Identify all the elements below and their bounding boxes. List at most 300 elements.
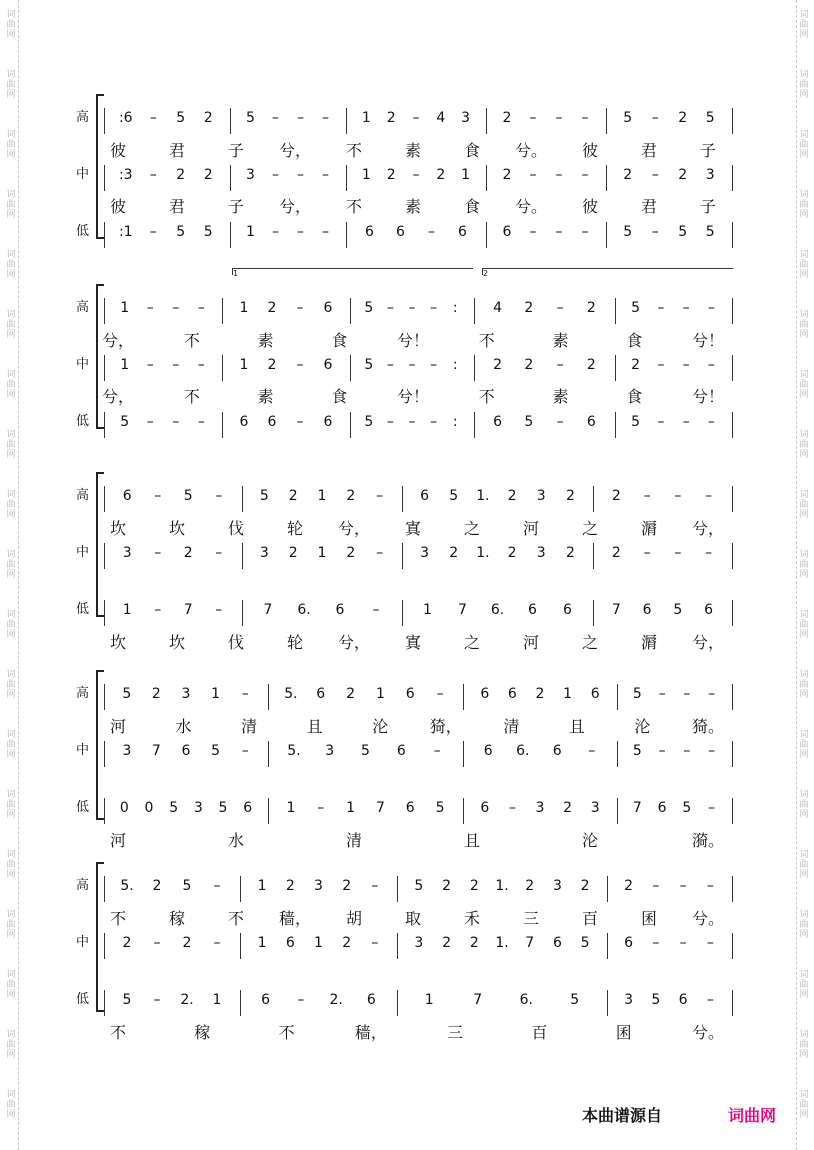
note: – [674,545,682,561]
note: – [412,167,420,183]
note: 2 [346,545,356,561]
barline [397,933,398,959]
note: – [146,414,154,430]
note: 6 [624,935,634,951]
note: – [154,602,162,618]
lyric-syllable: 坎 [109,633,127,652]
note: – [376,545,384,561]
note: – [708,686,716,702]
note: 5 [176,110,186,126]
lyric-syllable: 素 [257,387,274,406]
lyric-syllable: 素 [404,141,422,160]
note: 4 [493,300,503,316]
note: 3 [414,935,424,951]
lyric-syllable: 食 [626,331,643,350]
barline [732,741,733,767]
note: 5 [678,224,688,240]
lyric-syllable: 猗， [429,717,462,736]
note: – [588,743,596,759]
voice-label-low: 低 [76,992,90,1007]
note: – [172,357,180,373]
note: – [555,224,563,240]
note: – [658,686,666,702]
note: 2 [469,878,479,894]
site-name-link[interactable]: 词曲网 [728,1106,777,1125]
lyric-syllable: 素 [552,387,569,406]
note: 5 [169,800,179,816]
lyric-syllable: 食 [331,387,348,406]
note: 6 [420,488,430,504]
barline [486,165,487,191]
note: :1 [118,224,133,240]
watermark-text: 词 曲 网 [6,550,16,580]
note: 6 [316,686,326,702]
note: 3 [705,167,715,183]
note: 5 [122,992,132,1008]
note: – [297,110,304,126]
lyric-syllable: 清 [503,717,520,736]
lyric-syllable: 子 [699,197,717,216]
barline [732,798,733,824]
barline [350,355,351,381]
note: – [297,992,305,1008]
note: – [197,414,205,430]
note: 5. [120,878,134,894]
note: – [657,300,665,316]
note: 6 [323,300,333,316]
barline [240,876,241,902]
note: – [651,167,659,183]
lyric-syllable: 且 [463,831,481,850]
volta-bracket-2: 2 [482,268,733,275]
barline [350,298,351,324]
note: 2 [152,878,162,894]
note: 3 [536,545,546,561]
note: – [430,300,438,316]
note: 5 [705,224,715,240]
lyric-syllable: 子 [227,197,245,216]
note: 3 [193,800,203,816]
note: 1 [317,488,327,504]
note: – [657,414,665,430]
note: 5 [246,110,255,126]
note: – [386,414,394,430]
note: 1 [317,545,327,561]
barline [474,355,475,381]
barline [222,412,223,438]
note: 2 [563,800,573,816]
lyric-syllable: 兮！ [396,387,430,406]
note: 7 [611,602,621,618]
voice-label-mid: 中 [76,357,90,372]
lyric-syllable: 不 [183,387,200,406]
watermark-text: 词 曲 网 [6,1030,16,1060]
barline [732,298,733,324]
note: 1 [375,686,385,702]
note: – [706,935,714,951]
barline [732,486,733,512]
note: – [643,545,651,561]
note: – [657,357,665,373]
barline [104,933,105,959]
barline [732,684,733,710]
note: 7 [473,992,483,1008]
note: – [652,878,660,894]
barline [474,412,475,438]
voice-label-mid: 中 [76,743,90,758]
lyric-syllable: 清 [241,717,258,736]
source-label: 本曲谱源自 [582,1106,663,1125]
lyric-syllable: 河 [522,519,540,538]
note: 2 [524,300,534,316]
lyric-syllable: 兮， [691,633,725,652]
note: 5 [120,414,130,430]
note: – [322,224,329,240]
note: 6 [366,992,376,1008]
system-bracket [96,94,104,239]
lyric-syllable: 素 [404,197,422,216]
watermark-text: 词 曲 网 [799,130,809,160]
note: 2. [180,992,194,1008]
note: 6 [405,800,415,816]
barline [104,600,105,626]
voice-label-low: 低 [76,224,90,239]
note: 5 [623,224,633,240]
note: 5 [631,414,641,430]
note: 6 [657,800,667,816]
note: 2. [329,992,343,1008]
note: – [241,686,249,702]
note: 5 [632,743,642,759]
watermark-text: 词 曲 网 [6,250,16,280]
barline [104,222,105,248]
barline [617,684,618,710]
lyric-syllable: 沦 [581,831,599,850]
note: 5 [364,414,374,430]
note: 4 [436,110,446,126]
lyric-syllable: 穑， [354,1023,387,1042]
note: 2 [586,357,596,373]
note: 3 [122,545,132,561]
barline [732,543,733,569]
note: – [683,743,691,759]
lyric-syllable: 河 [109,717,127,736]
note: 3 [259,545,269,561]
lyric-syllable: 兮， [101,387,135,406]
barline [104,990,105,1016]
note: 1 [239,357,249,373]
note: 6 [239,414,249,430]
barline [402,600,403,626]
note: – [652,935,660,951]
lyric-syllable: 百 [581,909,599,928]
note: 2 [122,935,132,951]
note: 1 [286,800,296,816]
note: 0 [144,800,154,816]
barline [104,876,105,902]
note: 6 [122,488,132,504]
lyric-syllable: 坎 [168,633,186,652]
note: 5 [580,935,590,951]
lyric-syllable: 兮， [278,197,312,216]
lyric-syllable: 之 [581,633,599,652]
watermark-text: 词 曲 网 [799,490,809,520]
watermark-text: 词 曲 网 [6,730,16,760]
note: 5 [218,800,228,816]
note: 2 [346,488,356,504]
note: – [322,167,329,183]
note: 2 [288,488,298,504]
note: :6 [118,110,133,126]
note: – [679,878,687,894]
barline [732,222,733,248]
note: 1. [476,545,490,561]
note: 6. [297,602,311,618]
lyric-syllable: 食 [463,141,481,160]
note: 7 [525,935,535,951]
note: 6 [335,602,345,618]
voice-label-mid: 中 [76,167,90,182]
lyric-syllable: 不 [345,197,363,216]
barline [268,741,269,767]
note: 5 [361,743,370,759]
voice-label-hi: 高 [76,686,90,701]
barline [486,222,487,248]
lyric-syllable: 清 [345,831,363,850]
watermark-text: 词 曲 网 [799,970,809,1000]
barline [104,165,105,191]
note: 6 [285,935,295,951]
lyric-syllable: 三 [447,1023,464,1042]
note: 2 [436,167,446,183]
watermark-text: 词 曲 网 [799,850,809,880]
note: 7 [632,800,642,816]
note: 5 [631,300,641,316]
lyric-syllable: 不 [345,141,363,160]
note: 2 [611,545,621,561]
note: 6. [490,602,505,618]
voice-label-hi: 高 [76,300,90,315]
note: – [386,357,394,373]
barline [346,222,347,248]
note: – [556,300,564,316]
lyric-syllable: 食 [331,331,348,350]
lyric-syllable: 寘 [404,519,422,538]
lyric-syllable: 坎 [168,519,186,538]
note: 5 [211,743,221,759]
barline [104,355,105,381]
note: – [172,414,180,430]
note: – [241,743,249,759]
barline [617,798,618,824]
note: 2 [151,686,161,702]
note: – [708,743,716,759]
lyric-syllable: 兮！ [691,387,725,406]
note: 3 [590,800,600,816]
system-bracket [96,862,104,1012]
note: 2 [182,935,192,951]
note: 1 [239,300,249,316]
note: 5 [682,800,692,816]
lyric-syllable: 君 [640,141,658,160]
note: 5. [287,743,301,759]
lyric-syllable: 水 [175,717,192,736]
note: 5 [364,357,374,373]
barline [242,543,243,569]
barline [593,600,594,626]
lyric-syllable: 兮， [691,519,725,538]
note: 5 [435,800,445,816]
lyric-syllable: 囷 [640,909,658,928]
note: 2 [469,935,479,951]
note: 2 [611,488,621,504]
lyric-syllable: 河 [109,831,127,850]
note: 1 [563,686,573,702]
note: 6 [507,686,517,702]
note: 2 [442,935,452,951]
barline [732,990,733,1016]
watermark-text: 词 曲 网 [6,790,16,820]
note: 1 [120,357,130,373]
note: 1 [211,686,221,702]
note: 2 [449,545,459,561]
lyric-syllable: 沦 [372,717,389,736]
note: – [643,488,651,504]
barline [222,298,223,324]
note: – [707,357,715,373]
note: 1 [212,992,222,1008]
note: 3 [246,167,255,183]
note: 6 [563,602,572,618]
note: 2 [493,357,503,373]
barline [104,412,105,438]
system-bracket [96,284,104,429]
barline [615,298,616,324]
watermark-text: 词 曲 网 [6,310,16,340]
lyric-syllable: 兮。 [691,909,725,928]
note: 5 [203,224,213,240]
note: – [296,300,304,316]
note: – [430,357,438,373]
note: – [581,224,589,240]
note: 5 [632,686,642,702]
lyric-syllable: 伐 [227,633,245,652]
note: 3 [461,110,471,126]
barline [104,108,105,134]
watermark-text: 词 曲 网 [799,310,809,340]
lyric-syllable: 之 [463,633,481,652]
lyric-syllable: 君 [640,197,658,216]
note: 6 [181,743,191,759]
note: 6 [396,743,406,759]
lyric-syllable: 不 [278,1023,295,1042]
note: 6 [405,686,415,702]
note: – [213,878,221,894]
note: 6 [586,414,596,430]
note: 0 [119,800,129,816]
voice-label-low: 低 [76,800,90,815]
note: 5 [364,300,374,316]
lyric-syllable: 食 [626,387,643,406]
note: – [555,110,563,126]
barline [240,933,241,959]
lyric-syllable: 三 [522,909,540,928]
barline [242,486,243,512]
watermark-text: 词 曲 网 [799,550,809,580]
lyric-syllable: 兮！ [691,331,725,350]
note: 6 [552,743,562,759]
barline [607,990,608,1016]
note: – [322,110,329,126]
watermark-text: 词 曲 网 [799,10,809,40]
note: – [658,743,666,759]
note: – [412,110,420,126]
note: 2 [524,357,534,373]
lyric-syllable: 素 [552,331,569,350]
note: :3 [118,167,133,183]
note: – [371,935,379,951]
note: 5 [122,686,132,702]
lyric-syllable: 猗。 [691,717,725,736]
note: 1 [257,935,267,951]
barline [242,600,243,626]
barline [732,108,733,134]
note: 5 [705,110,715,126]
note: – [529,224,537,240]
barline [463,798,464,824]
barline [615,355,616,381]
note: 6 [552,935,562,951]
note: – [272,224,279,240]
lyric-syllable: 君 [168,141,186,160]
note: 5 [449,488,459,504]
barline [606,222,607,248]
barline [230,222,231,248]
barline [104,543,105,569]
note: 2 [678,110,688,126]
note: – [682,300,690,316]
watermark-text: 词 曲 网 [6,190,16,220]
note: 2 [288,545,298,561]
note: 7 [458,602,467,618]
lyric-syllable: 兮， [337,633,371,652]
barline [104,486,105,512]
note: – [154,545,162,561]
watermark-text: 词 曲 网 [799,70,809,100]
barline [486,108,487,134]
lyric-syllable: 囷 [615,1023,632,1042]
note: – [581,110,589,126]
barline [732,933,733,959]
note: 2 [386,110,396,126]
note: – [705,488,713,504]
note: – [408,357,416,373]
watermark-text: 词 曲 网 [6,610,16,640]
note: – [297,167,304,183]
barline [463,741,464,767]
note: 2 [565,545,575,561]
barline [397,990,398,1016]
watermark-text: 词 曲 网 [799,610,809,640]
note: – [296,414,304,430]
note: – [705,545,713,561]
barline [222,355,223,381]
lyric-syllable: 不 [478,331,495,350]
note: 2 [624,878,634,894]
note: – [172,300,180,316]
note: – [213,935,221,951]
system-bracket [96,472,104,617]
